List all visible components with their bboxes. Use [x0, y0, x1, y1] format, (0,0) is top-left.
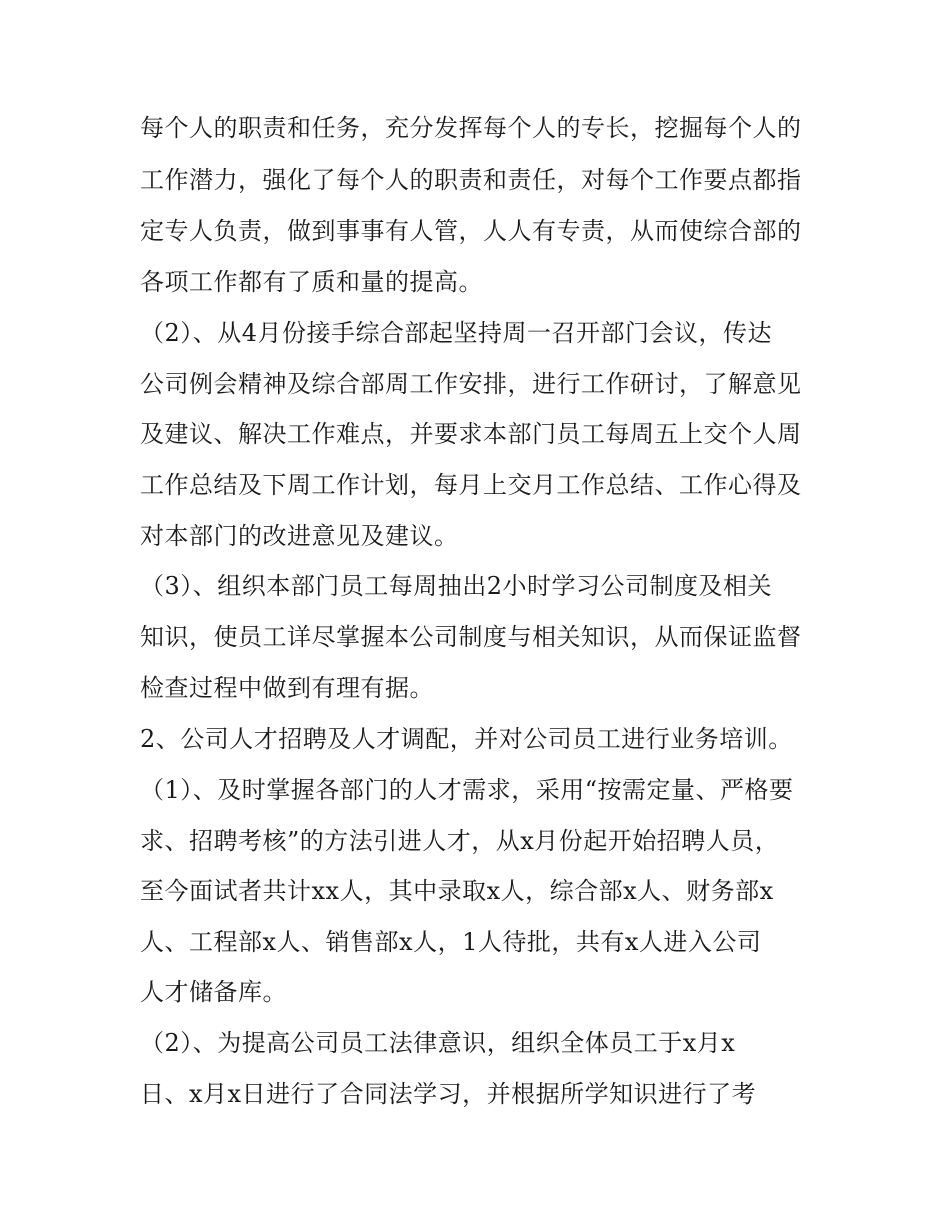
text-line: 公司例会精神及综合部周工作安排，进行工作研讨，了解意见: [140, 370, 802, 398]
text-line: （3）、组织本部门员工每周抽出2小时学习公司制度及相关: [140, 572, 773, 600]
text-line: 对本部门的改进意见及建议。: [140, 522, 459, 550]
text-line: 人才储备库。: [140, 978, 287, 1006]
text-line: 及建议、解决工作难点，并要求本部门员工每周五上交个人周: [140, 420, 802, 448]
text-line: 每个人的职责和任务，充分发挥每个人的专长，挖掘每个人的: [140, 114, 802, 142]
text-line: 至今面试者共计xx人，其中录取x人，综合部x人、财务部x: [140, 877, 774, 905]
text-line: （2）、为提高公司员工法律意识，组织全体员工于x月x: [140, 1029, 736, 1057]
text-line: 2、公司人才招聘及人才调配，并对公司员工进行业务培训。: [140, 725, 793, 753]
text-line: （1）、及时掌握各部门的人才需求，采用“按需定量、严格要: [140, 776, 794, 804]
text-line: 人、工程部x人、销售部x人，1人待批，共有x人进入公司: [140, 928, 762, 956]
text-line: 工作总结及下周工作计划，每月上交月工作总结、工作心得及: [140, 471, 802, 499]
text-line: 知识，使员工详尽掌握本公司制度与相关知识，从而保证监督: [140, 623, 802, 651]
text-line: 检查过程中做到有理有据。: [140, 674, 434, 702]
text-line: 定专人负责，做到事事有人管，人人有专责，从而使综合部的: [140, 217, 802, 245]
text-line: 日、x月x日进行了合同法学习，并根据所学知识进行了考: [140, 1080, 757, 1108]
text-line: 各项工作都有了质和量的提高。: [140, 268, 483, 296]
text-line: 工作潜力，强化了每个人的职责和责任，对每个工作要点都指: [140, 166, 802, 194]
text-line: （2）、从4月份接手综合部起坚持周一召开部门会议，传达: [140, 319, 773, 347]
text-line: 求、招聘考核”的方法引进人才，从x月份起开始招聘人员，: [140, 827, 780, 855]
